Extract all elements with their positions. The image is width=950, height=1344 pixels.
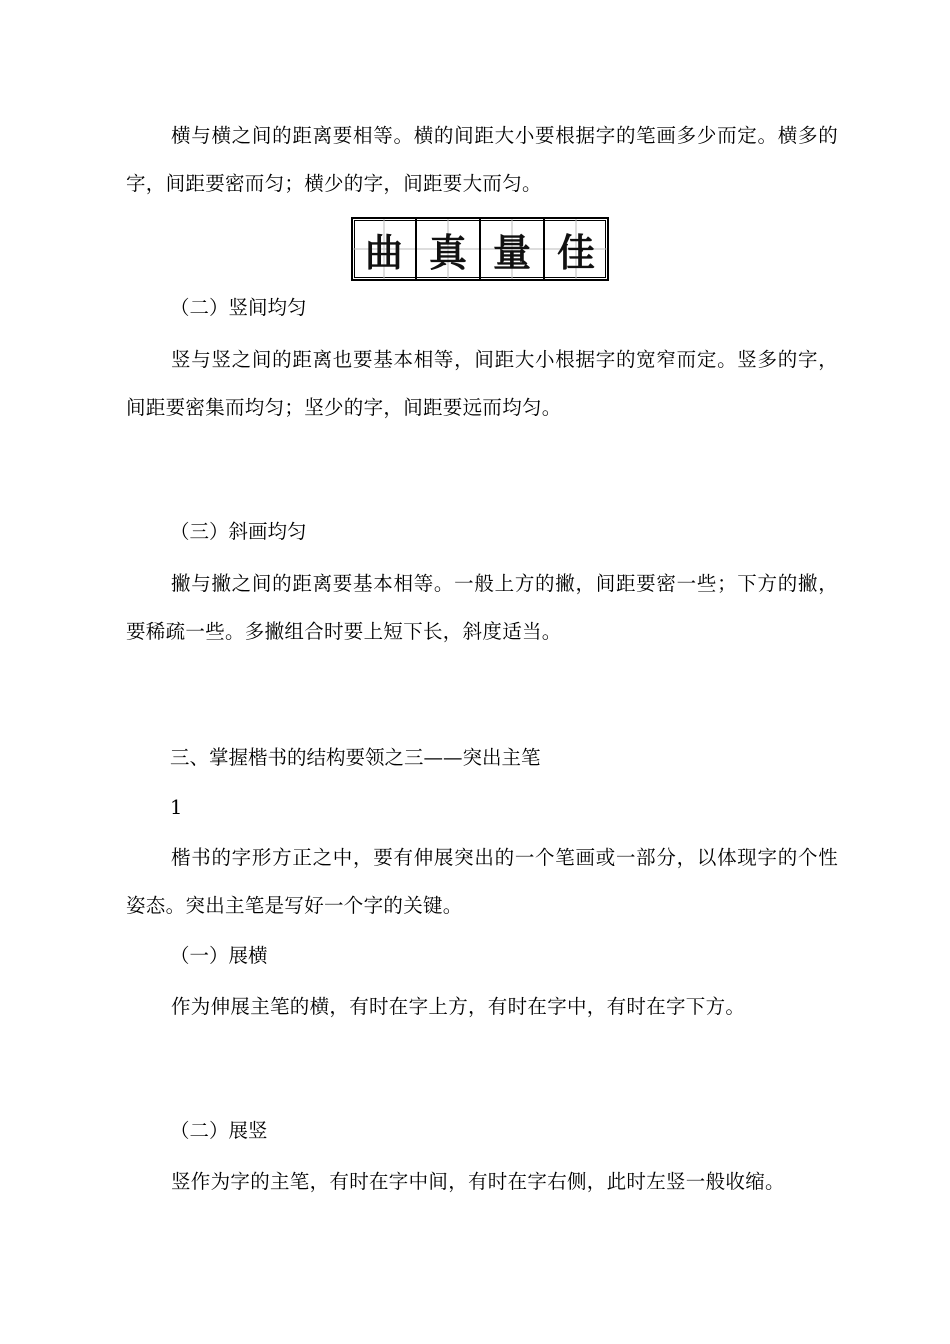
paragraph-diagonal-spacing: 撇与撇之间的距离要基本相等。一般上方的撇，间距要密一些；下方的撇，要稀疏一些。多撇组合时要上短下长，斜度适当。 xyxy=(126,572,838,643)
page-number: 1 xyxy=(170,796,183,819)
heading-diagonal-spacing: （三）斜画均匀 xyxy=(170,520,307,543)
paragraph-extend-vertical: 竖作为字的主笔，有时在字中间，有时在字右侧，此时左竖一般收缩。 xyxy=(171,1170,785,1193)
example-char: 量 xyxy=(481,219,545,279)
example-char: 真 xyxy=(417,219,481,279)
heading-extend-horizontal: （一）展横 xyxy=(170,944,268,967)
paragraph-main-stroke: 楷书的字形方正之中，要有伸展突出的一个笔画或一部分，以体现字的个性姿态。突出主笔是写好一个字的关键。 xyxy=(126,846,838,917)
paragraph-horizontal-spacing: 横与横之间的距离要相等。横的间距大小要根据字的笔画多少而定。横多的字，间距要密而匀；横少的字，间距要大而匀。 xyxy=(126,124,838,195)
heading-vertical-spacing: （二）竖间均匀 xyxy=(170,296,307,319)
heading-extend-vertical: （二）展竖 xyxy=(170,1119,268,1142)
chapter-heading: 三、掌握楷书的结构要领之三——突出主笔 xyxy=(170,746,541,769)
calligraphy-example-strip xyxy=(351,217,609,281)
example-char: 曲 xyxy=(353,219,417,279)
paragraph-vertical-spacing: 竖与竖之间的距离也要基本相等，间距大小根据字的宽窄而定。竖多的字，间距要密集而均匀；坚少的字，间距要远而均匀。 xyxy=(126,348,838,419)
example-char: 佳 xyxy=(545,219,607,279)
paragraph-extend-horizontal: 作为伸展主笔的横，有时在字上方，有时在字中，有时在字下方。 xyxy=(171,995,746,1018)
